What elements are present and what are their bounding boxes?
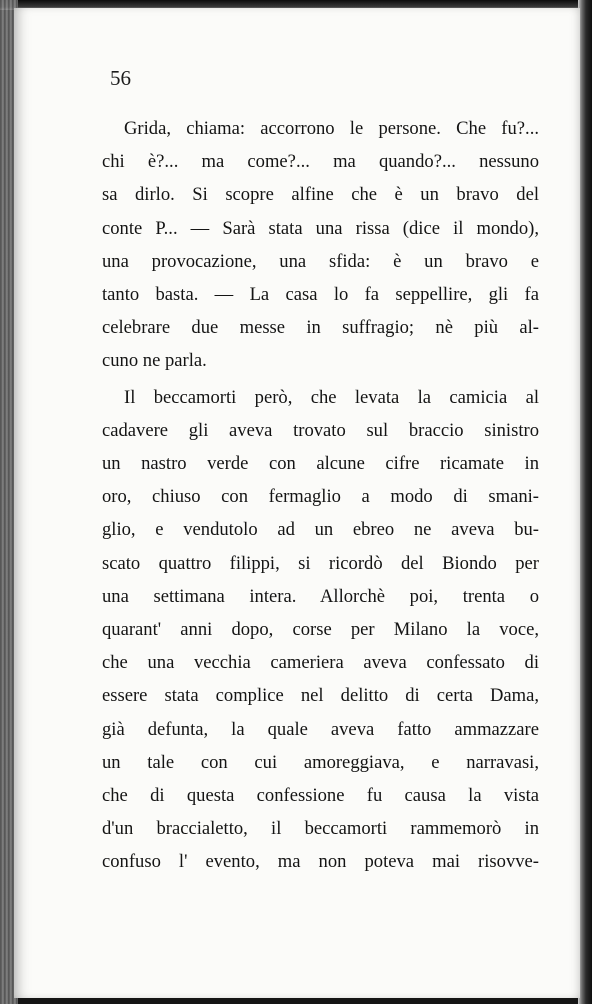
text-line: celebrare due messe in suffragio; nè più al- bbox=[102, 317, 539, 339]
text-line: essere stata complice nel delitto di certa Dama, bbox=[102, 685, 539, 707]
text-line: un tale con cui amoreggiava, e narravasi, bbox=[102, 751, 539, 773]
text-line: oro, chiuso con fermaglio a modo di smani- bbox=[102, 486, 539, 508]
text-line: cadavere gli aveva trovato sul braccio sinistro bbox=[102, 419, 539, 441]
text-line: glio, e vendutolo ad un ebreo ne aveva bu- bbox=[102, 519, 539, 541]
text-line: che una vecchia cameriera aveva confessato di bbox=[102, 652, 539, 674]
text-line: una settimana intera. Allorchè poi, trenta o bbox=[102, 585, 539, 607]
text-line: conte P... — Sarà stata una rissa (dice il mondo), bbox=[102, 217, 539, 239]
text-line: scato quattro filippi, si ricordò del Biondo per bbox=[102, 552, 539, 574]
text-line: che di questa confessione fu causa la vista bbox=[102, 785, 539, 807]
text-line: quarant' anni dopo, corse per Milano la voce, bbox=[102, 619, 539, 641]
text-line: un nastro verde con alcune cifre ricamate in bbox=[102, 453, 539, 475]
body-text bbox=[102, 112, 539, 879]
text-line: confuso l' evento, ma non poteva mai risovve- bbox=[102, 851, 539, 873]
text-line: Grida, chiama: accorrono le persone. Che fu?... bbox=[124, 118, 539, 139]
text-line: chi è?... ma come?... ma quando?... nessuno bbox=[102, 151, 539, 173]
text-line: cuno ne parla. bbox=[102, 350, 207, 372]
text-line: già defunta, la quale aveva fatto ammazzare bbox=[102, 718, 539, 740]
text-line: d'un braccialetto, il beccamorti rammemorò in bbox=[102, 818, 539, 840]
book-right-edge bbox=[578, 0, 592, 1004]
text-line: una provocazione, una sfida: è un bravo e bbox=[102, 250, 539, 272]
page-number: 56 bbox=[110, 66, 131, 90]
text-line: tanto basta. — La casa lo fa seppellire, gli fa bbox=[102, 284, 539, 306]
text-line: sa dirlo. Si scopre alfine che è un bravo del bbox=[102, 184, 539, 206]
text-line: Il beccamorti però, che levata la camicia al bbox=[124, 386, 539, 408]
